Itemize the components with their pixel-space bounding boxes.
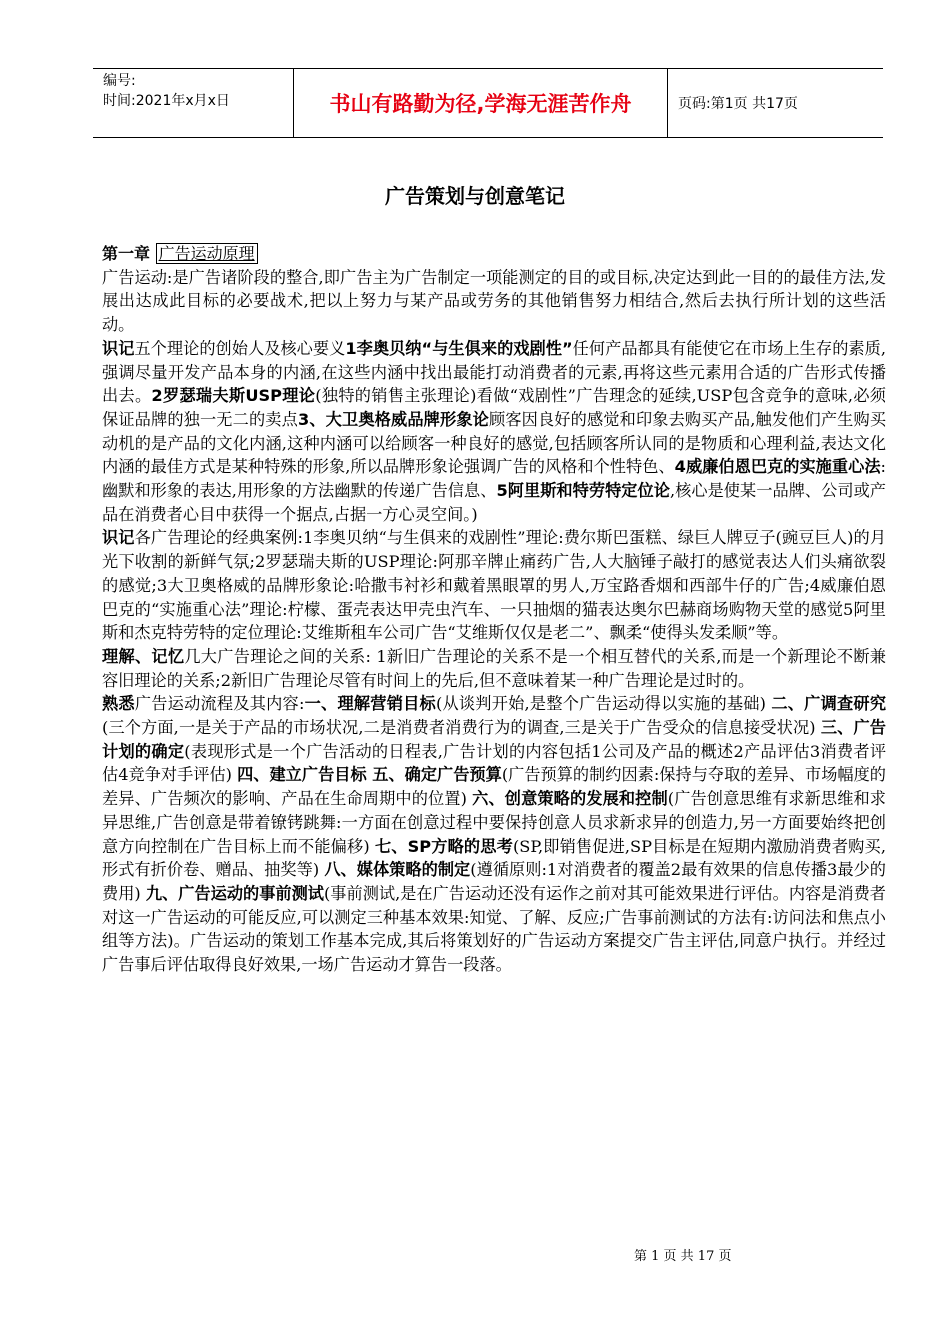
keyword: 熟悉	[102, 694, 135, 714]
doc-number-label: 编号:	[103, 73, 136, 89]
header-motto: 书山有路勤为径,学海无涯苦作舟	[294, 69, 668, 137]
text-span: (遵循原则:1对消费者的覆盖2最有效果的信息传播3最少的费用)	[102, 860, 886, 903]
document-title: 广告策划与创意笔记	[385, 184, 565, 208]
page-header	[93, 68, 883, 138]
text-span: :幽默和形象的表达,用形象的方法幽默的传递广告信息、	[102, 457, 886, 501]
doc-time-label: 时间:2021年x月x日	[103, 93, 230, 109]
text-span: (独特的销售主张理论)看做“戏剧性”广告理念的延续,USP包含竞争的意味,必须保证品牌的独一无二的卖点	[102, 386, 886, 429]
paragraph-cases	[102, 526, 886, 645]
text-span: 五个理论的创始人及核心要义	[134, 338, 346, 358]
text-span: 广告运动流程及其内容:	[134, 694, 305, 714]
step-name: 二、广调查研究	[771, 694, 887, 714]
paragraph-process	[102, 692, 886, 976]
text-span: 任何产品都具有能使它在市场上生存的素质,强调尽量开发产品本身的内涵,在这些内涵中找出最能打动消费者的元素,再将这些元素用合适的广告形式传播出去。	[102, 338, 887, 406]
header-meta	[93, 69, 294, 137]
paragraph-definition: 广告运动:是广告诸阶段的整合,即广告主为广告制定一项能测定的目的或目标,决定达到此一目的的最佳方法,发展出达成此目标的必要战术,把以上努力与某产品或劳务的其他销售努力相结合,然后去执行所计划的这些活动。	[102, 267, 886, 335]
document-body	[102, 242, 886, 977]
paragraph-five-theories	[102, 337, 886, 527]
paragraph-relations	[102, 645, 886, 692]
text-span: (广告预算的制约因素:保持与夺取的差异、市场幅度的差异、广告频次的影响、产品在生命周期中的位置)	[102, 765, 886, 809]
step-name: 一、理解营销目标	[304, 694, 436, 714]
keyword: 识记	[102, 338, 135, 358]
theory-name: 5阿里斯和特劳特定位论	[496, 481, 670, 501]
chapter-name: 广告运动原理	[156, 243, 258, 264]
text-span: 顾客因良好的感觉和印象去购买产品,触发他们产生购买动机的是产品的文化内涵,这种内涵可以给顾客一种良好的感觉,包括顾客所认同的是物质和心理利益,表达文化内涵的最佳方式是某种特殊的形象,所以品牌形象论强调广告的风格和个性特色、	[102, 409, 887, 477]
chapter-heading	[102, 242, 886, 266]
text-span: (事前测试,是在广告运动还没有运作之前对其可能效果进行评估。内容是消费者对这一广告运动的可能反应,可以测定三种基本效果:知觉、了解、反应;广告事前测试的方法有:访问法和焦点小组等方法)。广告运动的策划工作基本完成,其后将策划好的广告运动方案提交广告主评估,同意户执行。并经过广告事后评估取得良好效果,一场广告运动才算告一段落。	[102, 883, 886, 975]
step-name: 九、广告运动的事前测试	[145, 883, 324, 903]
step-name: 八、媒体策略的制定	[324, 860, 471, 880]
chapter-prefix: 第一章	[102, 244, 151, 263]
keyword: 识记	[102, 528, 135, 548]
header-page-label: 页码:第1页 共17页	[678, 96, 798, 112]
text-span: (广告创意思维有求新思维和求异思维,广告创意是带着镣铐跳舞:一方面在创意过程中要保持创意人员求新求异的创造力,另一方面要始终把创意方向控制在广告目标上而不能偏移)	[102, 789, 886, 856]
theory-name: 2罗瑟瑞夫斯USP理论	[151, 386, 316, 406]
step-name: 三、广告计划的确定	[102, 718, 886, 761]
text-span: (三个方面,一是关于产品的市场状况,二是消费者消费行为的调查,三是关于广告受众的信息接受状况)	[102, 718, 821, 738]
text-span: (表现形式是一个广告活动的日程表,广告计划的内容包括1公司及产品的概述2产品评估3消费者评估4竞争对手评估)	[102, 741, 887, 785]
theory-name: 4威廉伯恩巴克的实施重心法	[674, 457, 881, 477]
step-name: 七、SP方略的思考	[374, 836, 513, 856]
step-name: 四、建立广告目标 五、确定广告预算	[237, 765, 502, 785]
text-span: (SP,即销售促进,SP目标是在短期内激励消费者购买,形式有折价卷、赠品、抽奖等)	[102, 836, 886, 880]
text-span: ,核心是使某一品牌、公司或产品在消费者心目中获得一个据点,占据一方心灵空间。)	[102, 481, 886, 524]
text-span: 各广告理论的经典案例:1李奥贝纳“与生俱来的戏剧性”理论:费尔斯巴蛋糕、绿巨人牌豆子(豌豆巨人)的月光下收割的新鲜气氛;2罗瑟瑞夫斯的USP理论:阿那辛牌止痛药广告,人大脑锤子敲打的感觉表达人们头痛欲裂的感觉;3大卫奥格威的品牌形象论:哈撒韦衬衫和戴着黑眼罩的男人,万宝路香烟和西部牛仔的广告;4威廉伯恩巴克的“实施重心法”理论:柠檬、蛋壳表达甲壳虫汽车、一只抽烟的猫表达奥尔巴赫商场购物天堂的感觉5阿里斯和杰克特劳特的定位理论:艾维斯租车公司广告“艾维斯仅仅是老二”、飘柔“使得头发柔顺”等。	[102, 528, 887, 643]
text-span: 几大广告理论之间的关系: 1新旧广告理论的关系不是一个相互替代的关系,而是一个新理论不断兼容旧理论的关系;2新旧广告理论尽管有时间上的先后,但不意味着某一种广告理论是过时的。	[102, 646, 886, 690]
keyword: 理解、记忆	[102, 646, 185, 666]
theory-name: 1李奥贝纳“与生俱来的戏剧性”	[345, 338, 573, 358]
step-name: 六、创意策略的发展和控制	[472, 789, 668, 809]
text-span: (从谈判开始,是整个广告运动得以实施的基础)	[435, 694, 772, 714]
theory-name: 3、大卫奥格威品牌形象论	[297, 409, 489, 429]
page-footer: 第 1 页 共 17 页	[634, 1249, 732, 1264]
